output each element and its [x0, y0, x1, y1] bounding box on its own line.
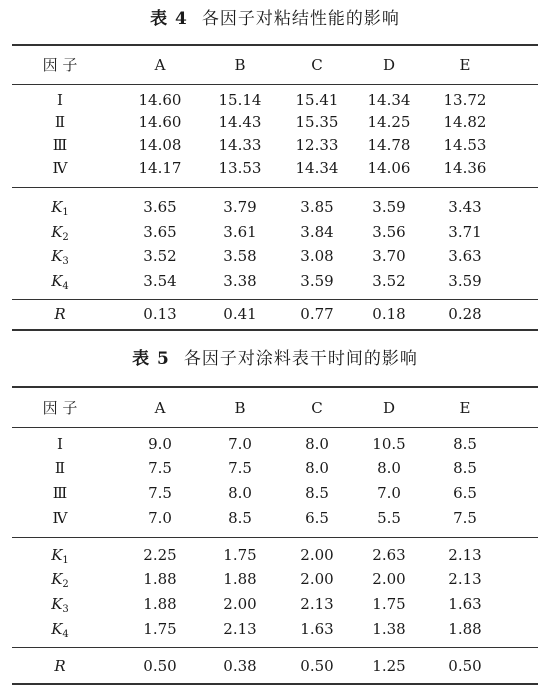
table-cell: 7.0: [228, 435, 252, 453]
table-cell: 3.52: [143, 247, 177, 265]
table-cell: 3.84: [300, 223, 334, 241]
table-row: [0, 303, 550, 325]
table-cell: 8.5: [453, 435, 477, 453]
row-label: $K_1$: [51, 546, 69, 566]
table-cell: 2.13: [448, 570, 482, 588]
row-label: Ⅲ: [52, 136, 68, 154]
table-cell: 13.72: [443, 91, 487, 109]
table-row: [0, 89, 550, 111]
table4-header-d: D: [382, 56, 396, 74]
table-cell: 3.59: [372, 198, 406, 216]
table-cell: 7.5: [453, 509, 477, 527]
table-cell: 2.63: [372, 546, 406, 564]
table-row: [0, 221, 550, 243]
table-cell: 2.13: [448, 546, 482, 564]
table-cell: 1.25: [372, 657, 406, 675]
row-label: $K_4$: [51, 620, 69, 640]
table-cell: 0.41: [223, 305, 257, 323]
table4-header-rule: [12, 84, 538, 85]
table4-header-row: [0, 54, 550, 76]
table5-header-rule: [12, 427, 538, 428]
table5-header-row: [0, 397, 550, 419]
table4-caption: [0, 4, 550, 29]
table-row: [0, 245, 550, 267]
table4-caption-text: 各因子对粘结性能的影响: [201, 9, 400, 29]
table-cell: 2.13: [223, 620, 257, 638]
row-label: Ⅰ: [57, 91, 63, 109]
table-cell: 3.79: [223, 198, 257, 216]
table-cell: 14.60: [138, 113, 182, 131]
table-cell: 12.33: [295, 136, 339, 154]
table5-k-rule: [12, 647, 538, 648]
table-cell: 14.36: [443, 159, 487, 177]
table-cell: 3.63: [448, 247, 482, 265]
table-cell: 2.00: [372, 570, 406, 588]
table-row: [0, 457, 550, 479]
table-row: [0, 270, 550, 292]
table-cell: 7.5: [228, 459, 252, 477]
table-cell: 14.34: [367, 91, 411, 109]
table-cell: 3.59: [300, 272, 334, 290]
table-cell: 3.85: [300, 198, 334, 216]
table5-bottom-rule: [12, 683, 538, 685]
table-cell: 3.58: [223, 247, 257, 265]
table-cell: 1.88: [143, 570, 177, 588]
table-cell: 2.25: [143, 546, 177, 564]
table-cell: 3.54: [143, 272, 177, 290]
table4-bottom-rule: [12, 329, 538, 331]
table-cell: 3.52: [372, 272, 406, 290]
row-label: Ⅰ: [57, 435, 63, 453]
table-cell: 3.38: [223, 272, 257, 290]
table-row: [0, 544, 550, 566]
table-cell: 0.50: [300, 657, 334, 675]
table-cell: 14.25: [367, 113, 411, 131]
row-label: Ⅳ: [52, 159, 68, 177]
table-row: [0, 568, 550, 590]
table-cell: 14.08: [138, 136, 182, 154]
table-cell: 1.63: [448, 595, 482, 613]
table-cell: 3.56: [372, 223, 406, 241]
table-cell: 2.13: [300, 595, 334, 613]
table-cell: 3.59: [448, 272, 482, 290]
table-row: [0, 433, 550, 455]
table5-levels-rule: [12, 537, 538, 538]
row-label: $K_2$: [51, 570, 69, 590]
table-cell: 14.53: [443, 136, 487, 154]
table-cell: 0.50: [448, 657, 482, 675]
table-cell: 9.0: [148, 435, 172, 453]
table5-caption-text: 各因子对涂料表干时间的影响: [183, 349, 418, 369]
table-cell: 14.78: [367, 136, 411, 154]
table-row: [0, 111, 550, 133]
table-row: [0, 134, 550, 156]
table-row: [0, 593, 550, 615]
table5-header-b: B: [234, 399, 246, 417]
row-label: Ⅳ: [52, 509, 68, 527]
row-label: Ⅱ: [54, 459, 66, 477]
table4-header-factor: 因 子: [42, 56, 78, 74]
table-cell: 10.5: [372, 435, 406, 453]
table5-caption: [0, 344, 550, 369]
table-cell: 6.5: [305, 509, 329, 527]
table5-header-d: D: [382, 399, 396, 417]
table5-header-c: C: [311, 399, 323, 417]
table-cell: 3.70: [372, 247, 406, 265]
table-row: [0, 482, 550, 504]
table-cell: 3.71: [448, 223, 482, 241]
table-cell: 6.5: [453, 484, 477, 502]
table-cell: 3.65: [143, 198, 177, 216]
table5-caption-number: 表 5: [132, 349, 170, 369]
table-cell: 1.63: [300, 620, 334, 638]
table-cell: 2.00: [223, 595, 257, 613]
table-cell: 1.75: [372, 595, 406, 613]
table-row: [0, 196, 550, 218]
table-cell: 3.61: [223, 223, 257, 241]
table4-header-c: C: [311, 56, 323, 74]
table-cell: 14.43: [218, 113, 262, 131]
table-cell: 7.5: [148, 484, 172, 502]
table-cell: 1.88: [223, 570, 257, 588]
table-cell: 0.28: [448, 305, 482, 323]
row-label: Ⅲ: [52, 484, 68, 502]
table-cell: 14.82: [443, 113, 487, 131]
table-cell: 15.41: [295, 91, 339, 109]
row-label: R: [54, 305, 66, 323]
table-cell: 14.60: [138, 91, 182, 109]
table-cell: 13.53: [218, 159, 262, 177]
table4-caption-number: 表 4: [150, 9, 188, 29]
table-cell: 3.08: [300, 247, 334, 265]
table-cell: 8.5: [453, 459, 477, 477]
table5-header-a: A: [154, 399, 166, 417]
table-cell: 8.5: [228, 509, 252, 527]
table-cell: 7.0: [377, 484, 401, 502]
table-cell: 2.00: [300, 570, 334, 588]
row-label: Ⅱ: [54, 113, 66, 131]
table-cell: 3.43: [448, 198, 482, 216]
table4-header-a: A: [154, 56, 166, 74]
table-cell: 7.5: [148, 459, 172, 477]
row-label: $K_4$: [51, 272, 69, 292]
table5-top-rule: [12, 386, 538, 388]
row-label: $K_3$: [51, 595, 69, 615]
table-cell: 2.00: [300, 546, 334, 564]
table-cell: 0.77: [300, 305, 334, 323]
table-cell: 5.5: [377, 509, 401, 527]
table-cell: 14.17: [138, 159, 182, 177]
table-cell: 1.88: [143, 595, 177, 613]
table-cell: 8.0: [228, 484, 252, 502]
table-cell: 1.88: [448, 620, 482, 638]
table-row: [0, 157, 550, 179]
table-cell: 1.38: [372, 620, 406, 638]
table-cell: 7.0: [148, 509, 172, 527]
table4-header-e: E: [459, 56, 471, 74]
table4-levels-rule: [12, 187, 538, 188]
table-cell: 0.50: [143, 657, 177, 675]
table-row: [0, 618, 550, 640]
row-label: $K_1$: [51, 198, 69, 218]
table-cell: 14.06: [367, 159, 411, 177]
table-cell: 1.75: [143, 620, 177, 638]
row-label: R: [54, 657, 66, 675]
table-cell: 14.34: [295, 159, 339, 177]
table-cell: 8.0: [377, 459, 401, 477]
table-cell: 8.0: [305, 459, 329, 477]
table-cell: 8.5: [305, 484, 329, 502]
table4-header-b: B: [234, 56, 246, 74]
table4-k-rule: [12, 299, 538, 300]
table5-header-e: E: [459, 399, 471, 417]
table-cell: 1.75: [223, 546, 257, 564]
table-cell: 14.33: [218, 136, 262, 154]
table-cell: 0.18: [372, 305, 406, 323]
row-label: $K_2$: [51, 223, 69, 243]
table-cell: 0.13: [143, 305, 177, 323]
table5-header-factor: 因 子: [42, 399, 78, 417]
row-label: $K_3$: [51, 247, 69, 267]
table-row: [0, 507, 550, 529]
table-cell: 8.0: [305, 435, 329, 453]
table-cell: 15.35: [295, 113, 339, 131]
table-row: [0, 655, 550, 677]
table-cell: 15.14: [218, 91, 262, 109]
table-cell: 0.38: [223, 657, 257, 675]
table-cell: 3.65: [143, 223, 177, 241]
table4-top-rule: [12, 44, 538, 46]
